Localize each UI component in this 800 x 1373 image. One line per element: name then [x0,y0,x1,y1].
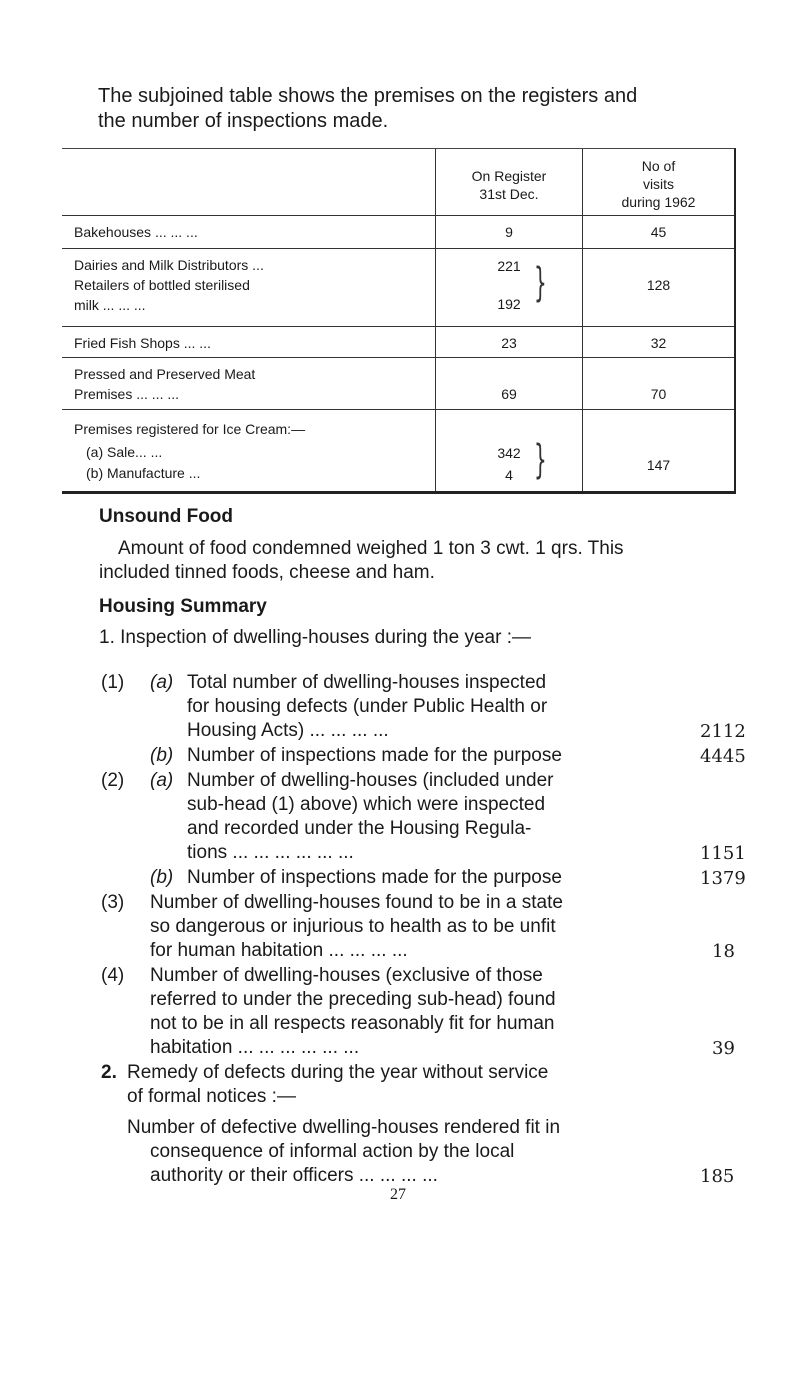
visits-fried-fish: 32 [650,335,667,351]
item-2-para-line-1: Number of defective dwelling-houses rendered fit in [127,1117,561,1138]
sub-2a-line-4: tions ... ... ... ... ... ... [187,842,354,863]
row-divider [62,248,734,249]
sub-2a-line-2: sub-head (1) above) which were inspected [187,794,546,815]
row-label-manufacture: (b) Manufacture ... [86,465,201,481]
sub-2a-letter: (a) [150,770,174,791]
sub-1b-value: 4445 [700,746,746,767]
sub-1a-line-2: for housing defects (under Public Health or [187,696,548,717]
sub-1a-value: 2112 [700,721,746,742]
sub-1a-line-1: Total number of dwelling-houses inspected [187,672,547,693]
sub-4-value: 39 [712,1038,735,1059]
brace-icon: } [534,260,547,306]
row-label-dairies: Dairies and Milk Distributors ... [74,257,264,273]
row-label-premises: Premises ... ... ... [74,386,180,402]
premises-table [62,148,736,494]
page-number: 27 [390,1186,406,1203]
sub-3-value: 18 [712,941,735,962]
row-divider [62,326,734,327]
sub-1-number: (1) [101,672,125,693]
visits-pressed-meat: 70 [650,386,667,402]
row-label-fried-fish: Fried Fish Shops ... ... [74,335,211,351]
header-text: 31st Dec. [479,186,539,202]
sub-1b-line-1: Number of inspections made for the purpose [187,745,562,766]
header-visits [583,157,734,211]
register-retailers: 192 [497,296,521,312]
item-2-para-line-3: authority or their officers ... ... ... ... [150,1165,438,1186]
visits-bakehouses: 45 [650,224,667,240]
sub-4-line-1: Number of dwelling-houses (exclusive of those [150,965,543,986]
row-label-bakehouses: Bakehouses ... ... ... [74,224,198,240]
header-text: visits [642,176,675,192]
row-divider [62,409,734,410]
row-label-retailers: Retailers of bottled sterilised [74,277,250,293]
sub-2a-line-3: and recorded under the Housing Regula- [187,818,532,839]
sub-1a-line-3: Housing Acts) ... ... ... ... [187,720,389,741]
intro-paragraph [98,84,738,134]
sub-3-line-2: so dangerous or injurious to health as to be unfit [150,916,556,937]
housing-summary-heading: Housing Summary [99,596,267,617]
intro-line-1: The subjoined table shows the premises on the registers and [98,85,638,107]
header-text: On Register [471,168,547,184]
register-manufacture: 4 [505,467,513,483]
sub-4-line-3: not to be in all respects reasonably fit for human [150,1013,555,1034]
item-2-line-1: Remedy of defects during the year without service [127,1062,549,1083]
row-label-sale: (a) Sale... ... [86,444,163,460]
sub-2b-value: 1379 [700,868,746,889]
item-2-value: 185 [700,1166,735,1187]
intro-line-2: the number of inspections made. [98,110,389,132]
sub-3-line-3: for human habitation ... ... ... ... [150,940,408,961]
row-label-ice-cream: Premises registered for Ice Cream:— [74,421,306,437]
sub-1a-letter: (a) [150,672,174,693]
sub-3-line-1: Number of dwelling-houses found to be in a state [150,892,563,913]
visits-dairies: 128 [646,277,671,293]
sub-2b-letter: (b) [150,867,174,888]
register-sale: 342 [497,445,521,461]
sub-1b-letter: (b) [150,745,174,766]
header-text: No of [641,158,676,174]
row-divider [62,357,734,358]
sub-4-line-4: habitation ... ... ... ... ... ... [150,1037,360,1058]
unsound-line-1: Amount of food condemned weighed 1 ton 3 cwt. 1 qrs. This [118,538,624,559]
item-2-number: 2. [101,1062,117,1083]
sub-2b-line-1: Number of inspections made for the purpose [187,867,562,888]
row-label-milk: milk ... ... ... [74,297,146,313]
unsound-food-heading: Unsound Food [99,506,234,527]
sub-4-line-2: referred to under the preceding sub-head) found [150,989,556,1010]
row-label-pressed-meat: Pressed and Preserved Meat [74,366,256,382]
sub-4-number: (4) [101,965,125,986]
register-bakehouses: 9 [505,224,513,240]
sub-2a-value: 1151 [700,843,746,864]
header-text: during 1962 [621,194,696,210]
item-1-title: 1. Inspection of dwelling-houses during the year :— [99,627,531,648]
sub-2-number: (2) [101,770,125,791]
item-2-line-2: of formal notices :— [127,1086,296,1107]
sub-2a-line-1: Number of dwelling-houses (included under [187,770,554,791]
register-pressed-meat: 69 [501,386,517,402]
visits-ice-cream: 147 [646,457,671,473]
header-on-register [436,167,582,203]
unsound-line-2: included tinned foods, cheese and ham. [99,562,435,583]
item-2-para-line-2: consequence of informal action by the local [150,1141,515,1162]
register-dairies: 221 [497,258,521,274]
sub-3-number: (3) [101,892,125,913]
row-divider [62,215,734,216]
register-fried-fish: 23 [501,335,517,351]
brace-icon: } [534,437,547,483]
